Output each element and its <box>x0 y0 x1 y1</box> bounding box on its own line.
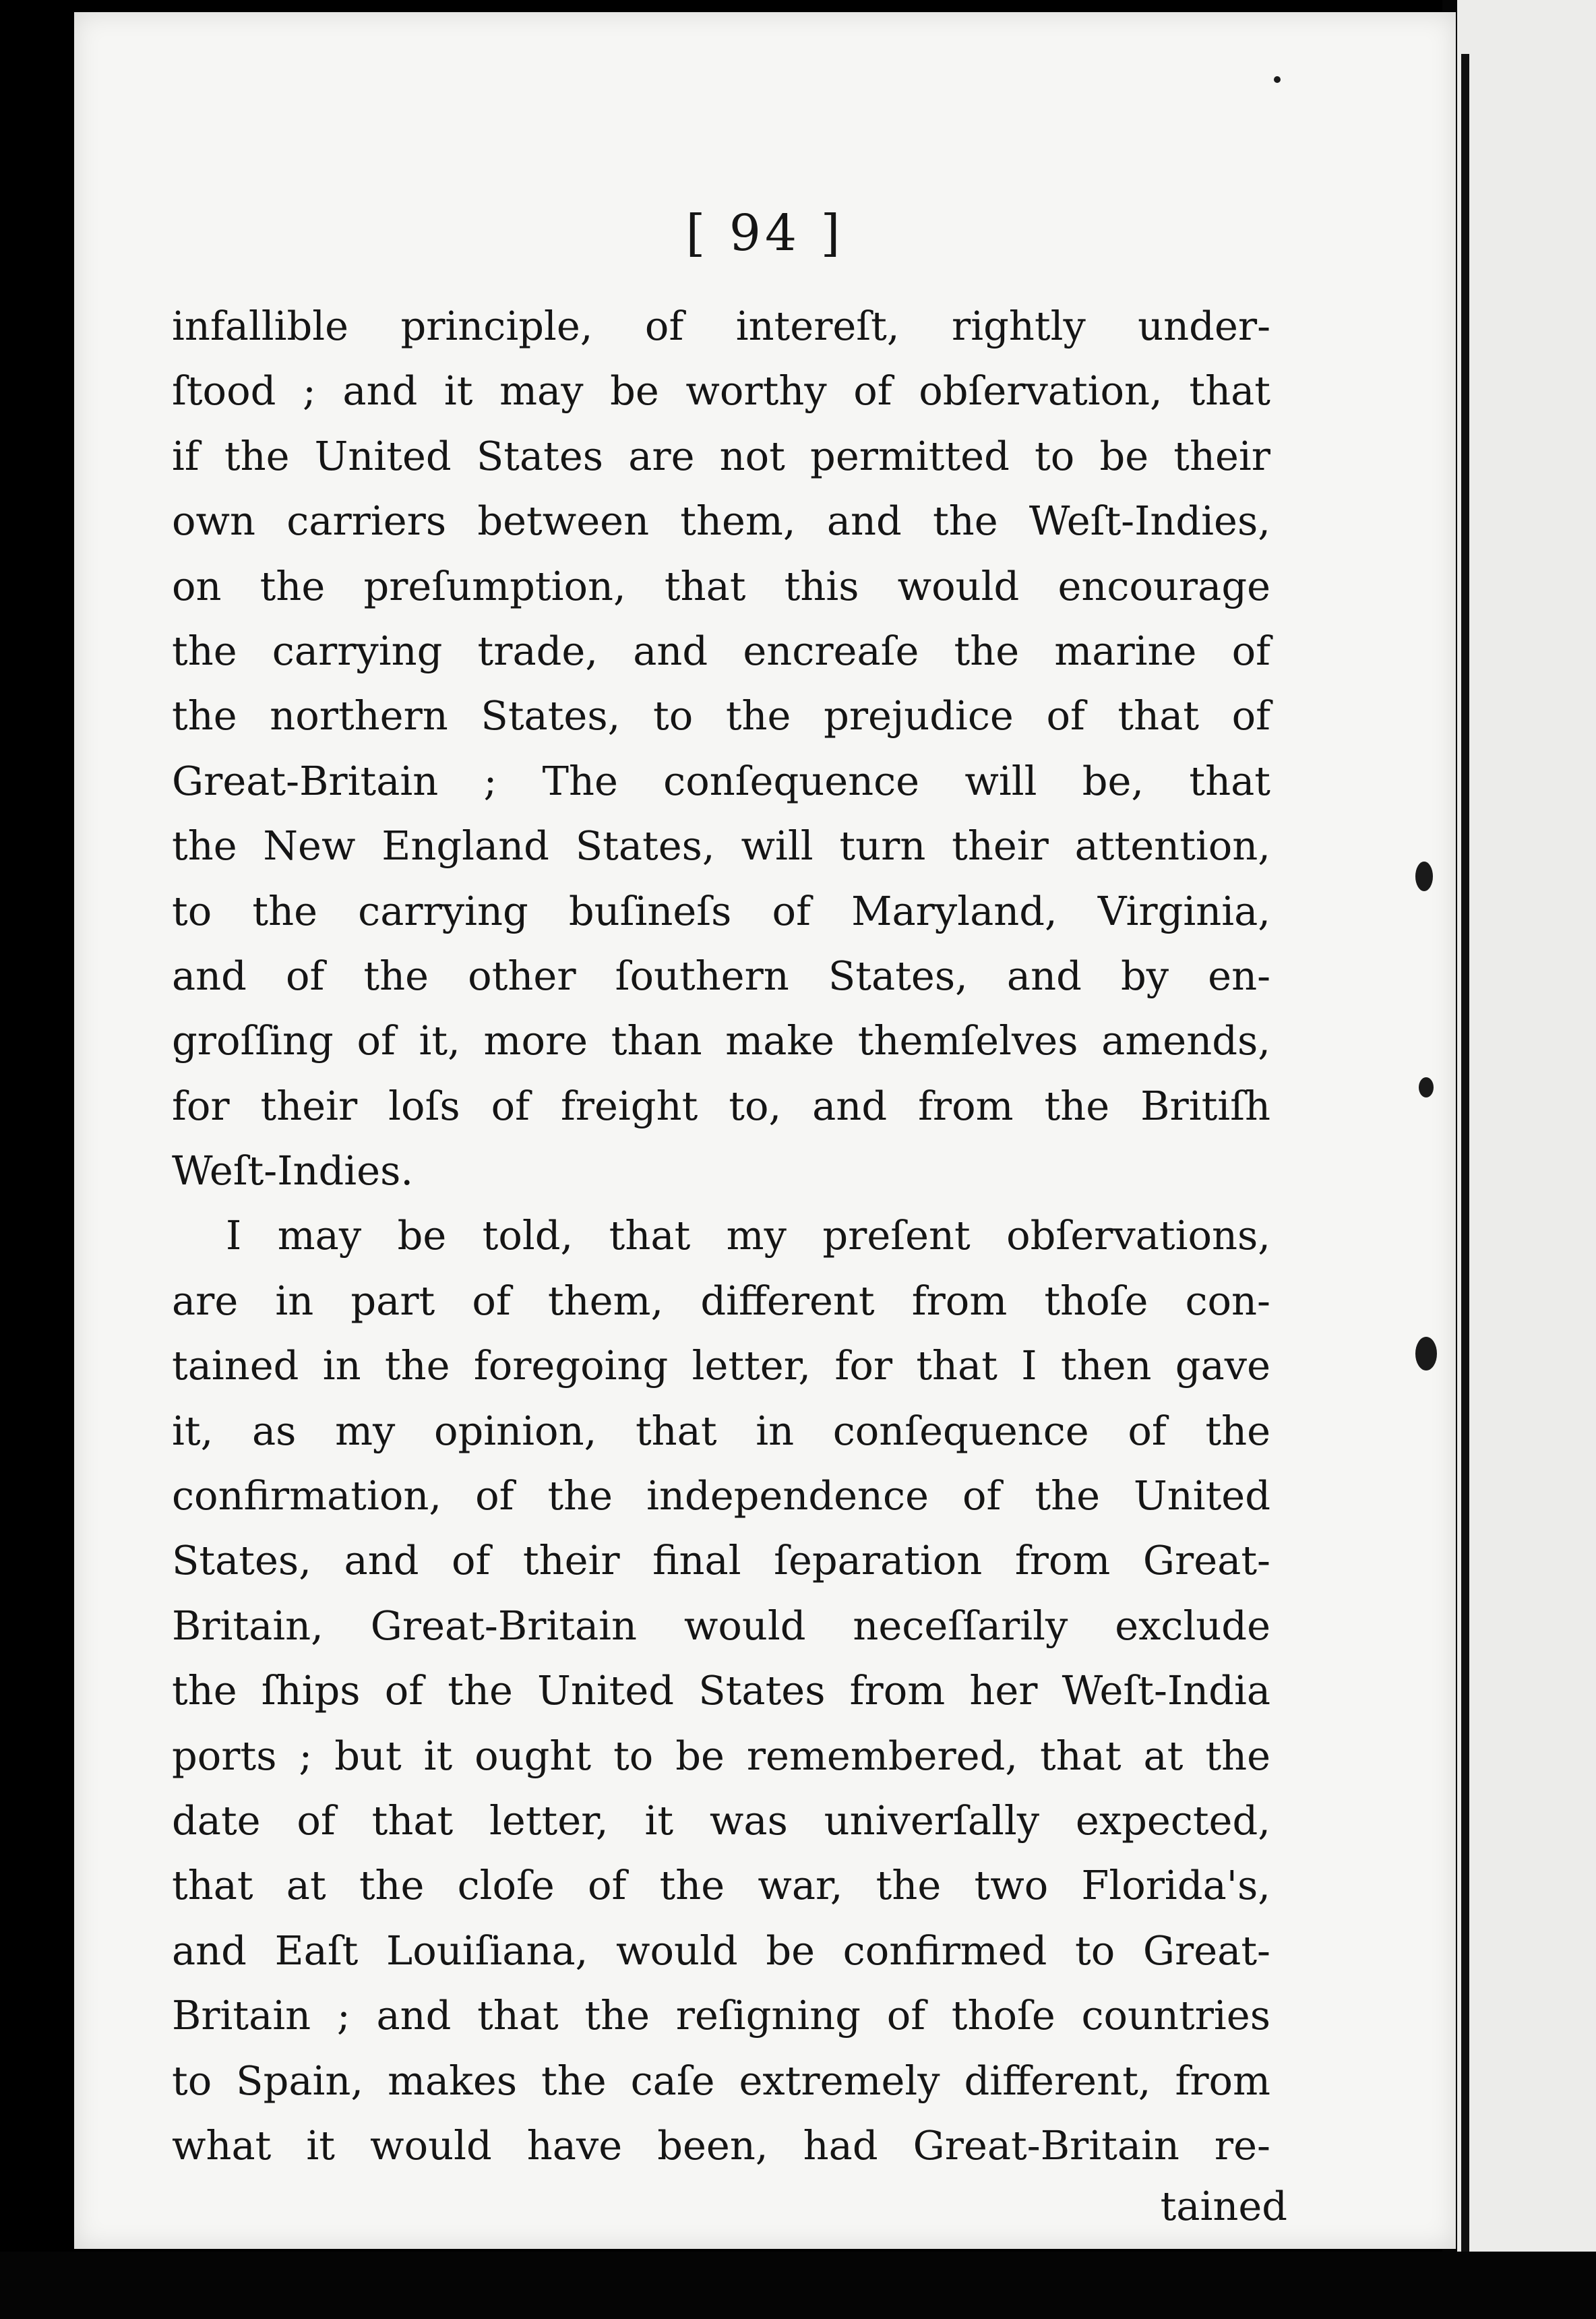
paragraph-end-line: Weſt-Indies. <box>172 1147 414 1195</box>
text-line: infallible principle, of intereſt, rightly under- <box>172 303 1270 349</box>
text-line: and Eaſt Louiſiana, would be confirmed to Great- <box>172 1927 1270 1974</box>
text-line: if the United States are not permitted to be their <box>172 432 1270 479</box>
text-line: the ſhips of the United States from her Weſt-India <box>172 1667 1270 1714</box>
facing-page <box>1456 0 1596 2319</box>
text-line: and of the other ſouthern States, and by en- <box>172 952 1270 999</box>
spine-shadow <box>1461 54 1469 2279</box>
text-line: the New England States, will turn their attention, <box>172 822 1270 870</box>
book-page <box>74 12 1456 2249</box>
text-line: it, as my opinion, that in conſequence of the <box>172 1407 1270 1454</box>
text-line: groſſing of it, more than make themſelves amends, <box>172 1017 1270 1064</box>
text-line: to the carrying buſineſs of Maryland, Virginia, <box>172 887 1270 934</box>
text-line: States, and of their final ſeparation from Great- <box>172 1537 1270 1584</box>
text-line: date of that letter, it was univerſally expected, <box>172 1797 1270 1844</box>
text-line: that at the cloſe of the war, the two Florida's, <box>172 1862 1270 1909</box>
text-line: are in part of them, different from thoſe con- <box>172 1277 1270 1324</box>
catchword: tained <box>1160 2183 1287 2229</box>
text-line: Great-Britain ; The conſequence will be, that <box>172 757 1270 804</box>
text-line: Britain ; and that the reſigning of thoſe countries <box>172 1992 1270 2039</box>
text-line: confirmation, of the independence of the United <box>172 1472 1270 1519</box>
text-line: ſtood ; and it may be worthy of obſervation, that <box>172 367 1270 415</box>
scan-border <box>0 2252 1596 2319</box>
text-line: what it would have been, had Great-Britain re- <box>172 2121 1270 2169</box>
text-line: on the preſumption, that this would encourage <box>172 562 1270 609</box>
text-line: to Spain, makes the caſe extremely different, from <box>172 2057 1270 2104</box>
text-line: the carrying trade, and encreaſe the marine of <box>172 627 1270 674</box>
page-number: [ 94 ] <box>685 204 845 262</box>
text-line: own carriers between them, and the Weſt-Indies, <box>172 498 1270 545</box>
text-line: ports ; but it ought to be remembered, that at the <box>172 1732 1270 1779</box>
body-text <box>172 294 1270 2178</box>
text-line: tained in the foregoing letter, for that I then gave <box>172 1342 1270 1389</box>
paragraph-start-line: I may be told, that my preſent obſervations, <box>226 1212 1270 1259</box>
ink-smudge <box>1274 76 1281 83</box>
text-line: the northern States, to the prejudice of that of <box>172 692 1270 740</box>
ink-smudge <box>1419 1077 1434 1097</box>
ink-smudge <box>1415 1337 1437 1371</box>
text-line: for their loſs of freight to, and from the Britiſh <box>172 1082 1270 1129</box>
text-line: Britain, Great-Britain would neceſſarily exclude <box>172 1602 1270 1649</box>
ink-smudge <box>1415 862 1433 891</box>
